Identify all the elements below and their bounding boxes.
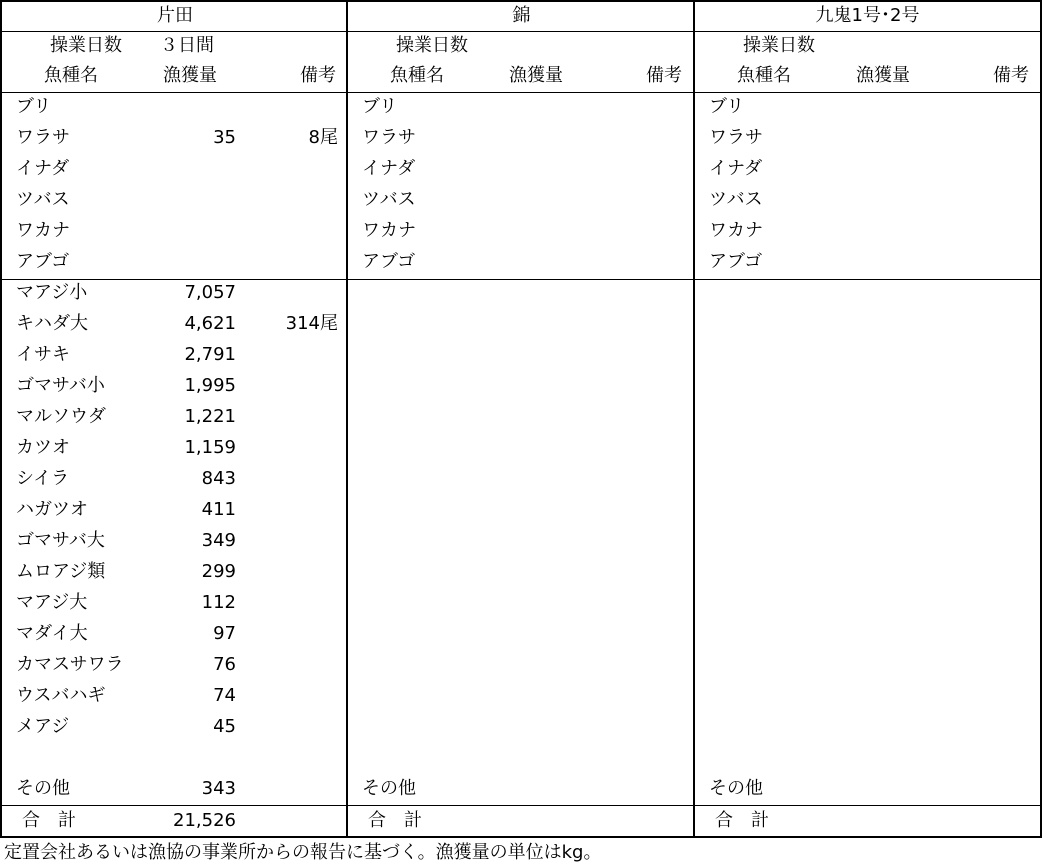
species-name: ワカナ bbox=[362, 220, 416, 241]
other-species: その他 bbox=[709, 778, 763, 799]
column-header-rule bbox=[0, 92, 1042, 93]
other-catch: 343 bbox=[201, 778, 236, 799]
species-name: マアジ大 bbox=[16, 592, 88, 613]
species-name: アブゴ bbox=[709, 251, 763, 272]
species-name: ウスバハギ bbox=[16, 685, 106, 706]
catch-value: 1,159 bbox=[184, 437, 236, 458]
species-name: ツバス bbox=[16, 189, 70, 210]
species-name: ブリ bbox=[16, 96, 52, 117]
days-label: 操業日数 bbox=[50, 35, 122, 56]
footer-note: 定置会社あるいは漁協の事業所からの報告に基づく。漁獲量の単位はkg。 bbox=[4, 842, 602, 863]
days-label: 操業日数 bbox=[396, 35, 468, 56]
total-label: 合 計 bbox=[715, 810, 769, 831]
catch-value: 76 bbox=[213, 654, 236, 675]
section-title: 片田 bbox=[157, 5, 193, 26]
column-header-catch: 漁獲量 bbox=[163, 65, 217, 86]
section-title: 錦 bbox=[512, 5, 531, 26]
species-name: ワカナ bbox=[16, 220, 70, 241]
species-name: ワラサ bbox=[16, 127, 70, 148]
catch-value: 35 bbox=[213, 127, 236, 148]
note-value: 314尾 bbox=[285, 313, 338, 334]
species-name: イナダ bbox=[709, 158, 763, 179]
column-header-catch: 漁獲量 bbox=[856, 65, 910, 86]
species-name: カツオ bbox=[16, 437, 70, 458]
note-value: 8尾 bbox=[308, 127, 338, 148]
column-header-species: 魚種名 bbox=[737, 65, 791, 86]
table-border-top bbox=[0, 0, 1042, 2]
catch-value: 411 bbox=[201, 499, 236, 520]
catch-value: 7,057 bbox=[184, 282, 236, 303]
column-header-note: 備考 bbox=[993, 65, 1029, 86]
catch-value: 112 bbox=[201, 592, 236, 613]
species-name: ゴマサバ大 bbox=[16, 530, 105, 551]
section-divider bbox=[346, 0, 348, 838]
species-name: ワラサ bbox=[709, 127, 763, 148]
group-rule bbox=[0, 279, 1042, 280]
column-header-note: 備考 bbox=[300, 65, 336, 86]
days-value: ３日間 bbox=[160, 35, 214, 56]
catch-value: 349 bbox=[201, 530, 236, 551]
species-name: イナダ bbox=[362, 158, 416, 179]
catch-value: 2,791 bbox=[184, 344, 236, 365]
species-name: マアジ小 bbox=[16, 282, 88, 303]
species-name: ワラサ bbox=[362, 127, 416, 148]
total-label: 合 計 bbox=[22, 810, 76, 831]
days-label: 操業日数 bbox=[743, 35, 815, 56]
other-species: その他 bbox=[362, 778, 416, 799]
species-name: メアジ bbox=[16, 716, 70, 737]
species-name: ハガツオ bbox=[16, 499, 88, 520]
catch-value: 97 bbox=[213, 623, 236, 644]
species-name: イサキ bbox=[16, 344, 70, 365]
table-border-left bbox=[0, 0, 2, 838]
catch-value: 4,621 bbox=[184, 313, 236, 334]
total-label: 合 計 bbox=[368, 810, 422, 831]
species-name: シイラ bbox=[16, 468, 70, 489]
other-species: その他 bbox=[16, 778, 70, 799]
species-name: ワカナ bbox=[709, 220, 763, 241]
total-rule bbox=[0, 805, 1042, 806]
species-name: アブゴ bbox=[362, 251, 416, 272]
total-catch: 21,526 bbox=[173, 810, 236, 831]
catch-value: 1,221 bbox=[184, 406, 236, 427]
species-name: イナダ bbox=[16, 158, 70, 179]
catch-value: 299 bbox=[201, 561, 236, 582]
section-divider bbox=[693, 0, 695, 838]
table-border-bottom bbox=[0, 836, 1042, 838]
species-name: アブゴ bbox=[16, 251, 70, 272]
species-name: ブリ bbox=[362, 96, 398, 117]
catch-value: 843 bbox=[201, 468, 236, 489]
catch-value: 1,995 bbox=[184, 375, 236, 396]
species-name: ブリ bbox=[709, 96, 745, 117]
species-name: マルソウダ bbox=[16, 406, 106, 427]
catch-value: 74 bbox=[213, 685, 236, 706]
column-header-note: 備考 bbox=[646, 65, 682, 86]
species-name: カマスサワラ bbox=[16, 654, 124, 675]
section-title: 九鬼1号･2号 bbox=[815, 5, 920, 26]
species-name: ゴマサバ小 bbox=[16, 375, 105, 396]
species-name: ムロアジ類 bbox=[16, 561, 106, 582]
column-header-catch: 漁獲量 bbox=[509, 65, 563, 86]
species-name: ツバス bbox=[709, 189, 763, 210]
header-rule bbox=[0, 31, 1042, 32]
column-header-species: 魚種名 bbox=[390, 65, 444, 86]
species-name: マダイ大 bbox=[16, 623, 88, 644]
catch-value: 45 bbox=[213, 716, 236, 737]
column-header-species: 魚種名 bbox=[44, 65, 98, 86]
species-name: キハダ大 bbox=[16, 313, 88, 334]
species-name: ツバス bbox=[362, 189, 416, 210]
